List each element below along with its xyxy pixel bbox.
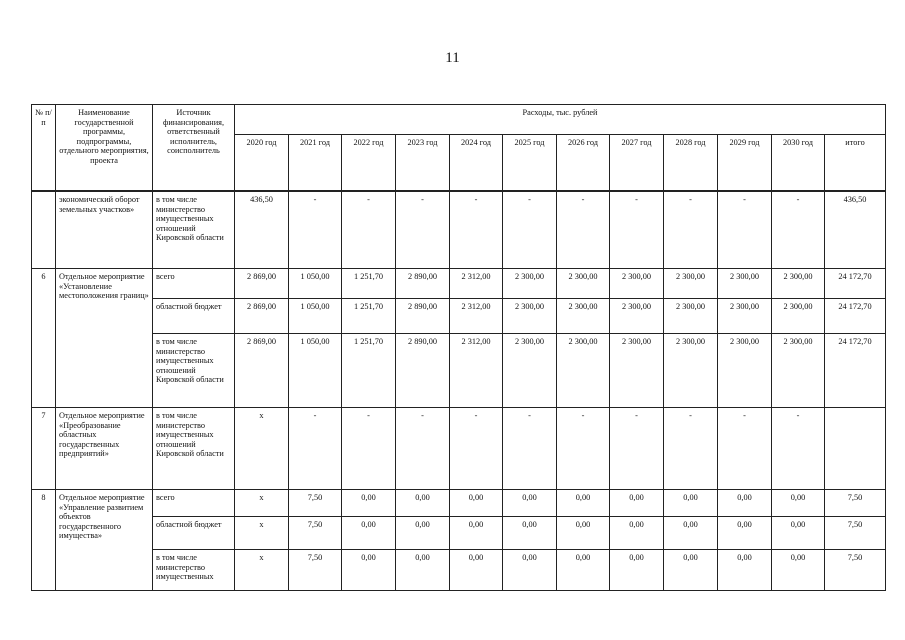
value-cell: 2 300,00 [610, 299, 664, 334]
header-year: 2026 год [557, 135, 610, 191]
header-expenses: Расходы, тыс. рублей [235, 105, 886, 135]
table-row [32, 517, 886, 550]
value-cell: 1 251,70 [342, 334, 396, 408]
row-number [32, 192, 56, 269]
expenses-table [31, 104, 886, 591]
value-cell: - [772, 192, 825, 269]
value-cell: - [396, 408, 450, 490]
value-cell: 2 890,00 [396, 299, 450, 334]
value-cell: 0,00 [772, 490, 825, 517]
row-number: 7 [32, 408, 56, 490]
value-cell: 2 300,00 [664, 334, 718, 408]
row-source: всего [153, 490, 235, 517]
value-cell: 7,50 [289, 490, 342, 517]
value-cell: 0,00 [503, 517, 557, 550]
row-source: областной бюджет [153, 299, 235, 334]
value-cell: 2 300,00 [772, 334, 825, 408]
value-cell: 2 300,00 [664, 299, 718, 334]
value-cell: 0,00 [610, 490, 664, 517]
value-cell: 0,00 [610, 550, 664, 591]
header-year: 2022 год [342, 135, 396, 191]
total-cell [825, 408, 886, 490]
value-cell: 1 050,00 [289, 334, 342, 408]
value-cell: - [450, 408, 503, 490]
value-cell: 2 890,00 [396, 334, 450, 408]
value-cell: 2 300,00 [772, 269, 825, 299]
header-year: 2030 год [772, 135, 825, 191]
value-cell: - [396, 192, 450, 269]
total-cell: 7,50 [825, 490, 886, 517]
value-cell: 2 300,00 [772, 299, 825, 334]
value-cell: 2 869,00 [235, 299, 289, 334]
value-cell: 2 312,00 [450, 334, 503, 408]
value-cell: 2 300,00 [718, 299, 772, 334]
header-year: 2023 год [396, 135, 450, 191]
header-year: 2029 год [718, 135, 772, 191]
total-cell: 436,50 [825, 192, 886, 269]
value-cell: - [610, 408, 664, 490]
value-cell: 2 300,00 [610, 269, 664, 299]
value-cell: 2 300,00 [718, 269, 772, 299]
value-cell: 0,00 [557, 517, 610, 550]
value-cell: 0,00 [396, 517, 450, 550]
value-cell: - [503, 408, 557, 490]
value-cell: x [235, 490, 289, 517]
header-name: Наименование государственной программы, подпрограммы, отдельного мероприятия, проекта [56, 105, 153, 191]
total-cell: 7,50 [825, 550, 886, 591]
table-row [32, 408, 886, 490]
value-cell: - [664, 192, 718, 269]
header-year: 2028 год [664, 135, 718, 191]
header-year: 2021 год [289, 135, 342, 191]
value-cell: 2 300,00 [718, 334, 772, 408]
value-cell: 2 869,00 [235, 334, 289, 408]
value-cell: 2 300,00 [557, 334, 610, 408]
table-row [32, 299, 886, 334]
value-cell: 2 300,00 [503, 334, 557, 408]
value-cell: 2 300,00 [664, 269, 718, 299]
table-row [32, 334, 886, 408]
total-cell: 24 172,70 [825, 299, 886, 334]
header-year: 2020 год [235, 135, 289, 191]
row-source: в том числе министерство имущественных отношений Кировской области [153, 192, 235, 269]
row-source: в том числе министерство имущественных [153, 550, 235, 591]
value-cell: 2 890,00 [396, 269, 450, 299]
value-cell: 0,00 [772, 550, 825, 591]
value-cell: 0,00 [396, 490, 450, 517]
value-cell: 0,00 [450, 490, 503, 517]
value-cell: 2 300,00 [503, 299, 557, 334]
value-cell: - [664, 408, 718, 490]
value-cell: 0,00 [718, 517, 772, 550]
value-cell: 0,00 [503, 490, 557, 517]
value-cell: 7,50 [289, 517, 342, 550]
value-cell: - [342, 192, 396, 269]
header-no: № п/п [32, 105, 56, 191]
value-cell: 0,00 [664, 490, 718, 517]
header-year: 2027 год [610, 135, 664, 191]
value-cell: 2 300,00 [557, 299, 610, 334]
value-cell: 0,00 [664, 550, 718, 591]
header-year: 2024 год [450, 135, 503, 191]
value-cell: - [557, 192, 610, 269]
value-cell: 1 251,70 [342, 269, 396, 299]
table-row [32, 490, 886, 517]
value-cell: 0,00 [342, 490, 396, 517]
value-cell: 2 300,00 [503, 269, 557, 299]
value-cell: - [610, 192, 664, 269]
value-cell: - [289, 192, 342, 269]
value-cell: - [503, 192, 557, 269]
value-cell: - [557, 408, 610, 490]
table-row [32, 550, 886, 591]
total-cell: 24 172,70 [825, 269, 886, 299]
row-name: Отдельное мероприятие «Управление развитием объектов государственного имущества» [56, 490, 153, 591]
value-cell: 0,00 [718, 490, 772, 517]
value-cell: 2 312,00 [450, 299, 503, 334]
value-cell: 0,00 [718, 550, 772, 591]
value-cell: 0,00 [503, 550, 557, 591]
value-cell: 1 050,00 [289, 299, 342, 334]
value-cell: 1 050,00 [289, 269, 342, 299]
row-source: всего [153, 269, 235, 299]
value-cell: 1 251,70 [342, 299, 396, 334]
value-cell: 2 300,00 [557, 269, 610, 299]
value-cell: 0,00 [450, 517, 503, 550]
table-row [32, 269, 886, 299]
value-cell: 0,00 [557, 490, 610, 517]
value-cell: 7,50 [289, 550, 342, 591]
row-source: в том числе министерство имущественных отношений Кировской области [153, 334, 235, 408]
header-source: Источник финансирования, ответственный исполнитель, соисполнитель [153, 105, 235, 191]
value-cell: x [235, 550, 289, 591]
header-year: 2025 год [503, 135, 557, 191]
row-name: Отдельное мероприятие «Преобразование областных государственных предприятий» [56, 408, 153, 490]
header-total: итого [825, 135, 886, 191]
value-cell: 0,00 [664, 517, 718, 550]
value-cell: 0,00 [396, 550, 450, 591]
total-cell: 24 172,70 [825, 334, 886, 408]
value-cell: 0,00 [557, 550, 610, 591]
value-cell: 0,00 [342, 550, 396, 591]
value-cell: 2 869,00 [235, 269, 289, 299]
value-cell: 0,00 [610, 517, 664, 550]
value-cell: - [772, 408, 825, 490]
value-cell: 2 300,00 [610, 334, 664, 408]
page-number: 11 [445, 50, 460, 66]
value-cell: 436,50 [235, 192, 289, 269]
value-cell: 0,00 [342, 517, 396, 550]
value-cell: 0,00 [450, 550, 503, 591]
value-cell: - [450, 192, 503, 269]
row-name: Отдельное мероприятие «Установление местоположения границ» [56, 269, 153, 408]
value-cell: x [235, 517, 289, 550]
row-source: областной бюджет [153, 517, 235, 550]
value-cell: 2 312,00 [450, 269, 503, 299]
row-number: 8 [32, 490, 56, 591]
value-cell: - [718, 408, 772, 490]
row-number: 6 [32, 269, 56, 408]
value-cell: 0,00 [772, 517, 825, 550]
value-cell: - [342, 408, 396, 490]
row-name: экономический оборот земельных участков» [56, 192, 153, 269]
value-cell: - [718, 192, 772, 269]
table-row [32, 192, 886, 269]
row-source: в том числе министерство имущественных отношений Кировской области [153, 408, 235, 490]
total-cell: 7,50 [825, 517, 886, 550]
value-cell: x [235, 408, 289, 490]
value-cell: - [289, 408, 342, 490]
